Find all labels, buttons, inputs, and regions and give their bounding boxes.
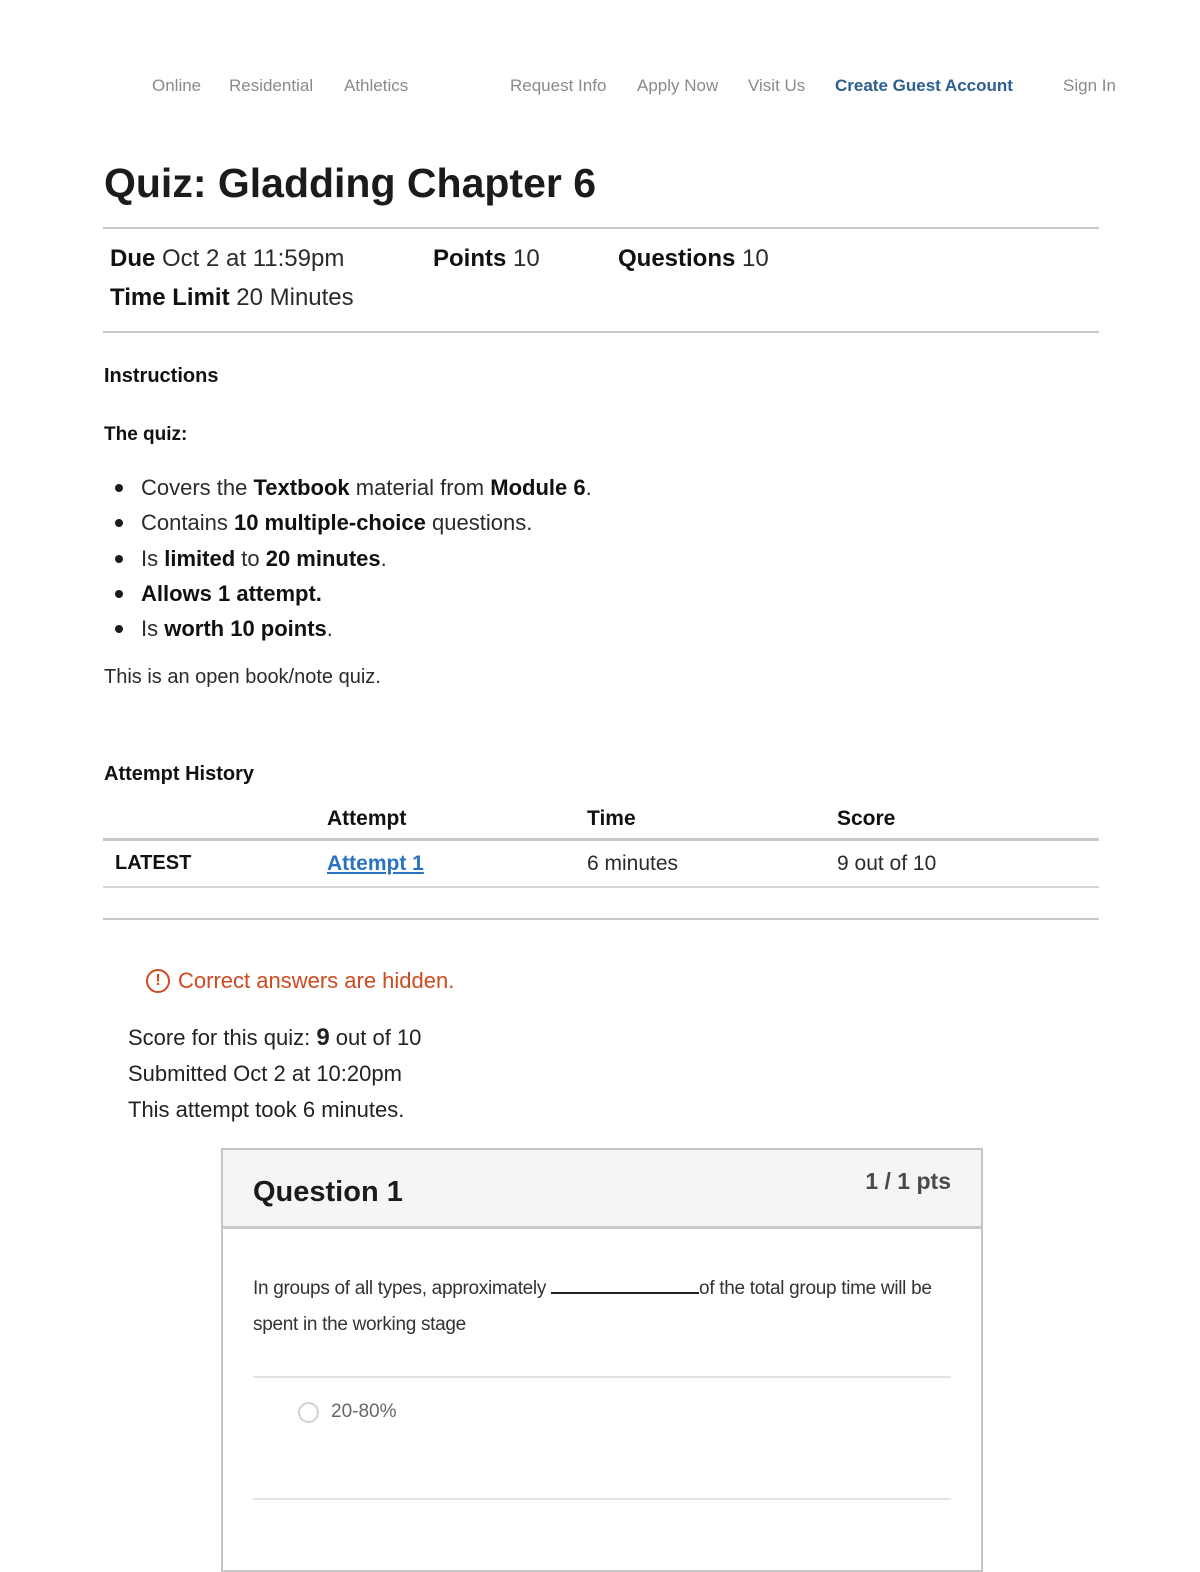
points-value: 10 xyxy=(513,245,540,272)
nav-link-residential[interactable]: Residential xyxy=(229,76,314,95)
due-label: Due xyxy=(110,245,156,272)
time-limit-value: 20 Minutes xyxy=(236,284,354,311)
nav-link-apply-now[interactable]: Apply Now xyxy=(637,76,719,95)
warning-text: Correct answers are hidden. xyxy=(178,968,455,993)
questions-label: Questions xyxy=(618,245,736,272)
instructions-heading: Instructions xyxy=(104,365,219,387)
latest-label: LATEST xyxy=(103,840,315,888)
instructions-list xyxy=(104,470,592,646)
column-header-blank xyxy=(103,800,315,840)
warning-icon: ! xyxy=(146,969,170,993)
score-cell: 9 out of 10 xyxy=(825,840,1099,888)
table-header-row xyxy=(103,800,1099,840)
table-row xyxy=(103,840,1099,888)
nav-link-visit-us[interactable]: Visit Us xyxy=(748,76,806,95)
due-date xyxy=(110,245,344,273)
questions-info xyxy=(618,245,769,273)
list-item: Contains 10 multiple-choice questions. xyxy=(104,505,592,540)
attempt-history-heading: Attempt History xyxy=(104,763,255,785)
nav-link-athletics[interactable]: Athletics xyxy=(344,76,409,95)
column-header-score: Score xyxy=(825,800,1099,840)
title-divider xyxy=(103,227,1099,229)
time-limit xyxy=(110,284,354,312)
answer-divider-bottom xyxy=(253,1498,951,1500)
top-navigation xyxy=(0,76,1200,102)
question-card xyxy=(221,1148,983,1572)
quiz-score: Score for this quiz: 9 out of 10 xyxy=(128,1024,422,1051)
meta-divider xyxy=(103,331,1099,333)
points-label: Points xyxy=(433,245,507,272)
answer-option[interactable] xyxy=(298,1401,397,1423)
column-header-time: Time xyxy=(575,800,825,840)
attempt-1-link[interactable]: Attempt 1 xyxy=(327,851,424,875)
fill-in-blank xyxy=(551,1274,699,1294)
points-info xyxy=(433,245,540,273)
nav-link-create-guest-account[interactable]: Create Guest Account xyxy=(835,76,1013,95)
list-item: Is worth 10 points. xyxy=(104,611,592,646)
nav-link-online[interactable]: Online xyxy=(152,76,202,95)
time-cell: 6 minutes xyxy=(575,840,825,888)
list-item: Allows 1 attempt. xyxy=(104,576,592,611)
due-value: Oct 2 at 11:59pm xyxy=(162,245,345,272)
score-value: 9 xyxy=(316,1024,330,1051)
time-limit-label: Time Limit xyxy=(110,284,230,311)
radio-button[interactable] xyxy=(298,1402,319,1423)
list-item: Is limited to 20 minutes. xyxy=(104,541,592,576)
answers-hidden-warning xyxy=(146,968,454,994)
attempt-duration: This attempt took 6 minutes. xyxy=(128,1097,405,1122)
nav-link-sign-in[interactable]: Sign In xyxy=(1063,76,1116,95)
answer-divider xyxy=(253,1376,951,1378)
questions-value: 10 xyxy=(742,245,769,272)
attempt-history-table xyxy=(103,800,1099,888)
open-book-note: This is an open book/note quiz. xyxy=(104,666,381,688)
list-item: Covers the Textbook material from Module 6. xyxy=(104,470,592,505)
submitted-time: Submitted Oct 2 at 10:20pm xyxy=(128,1061,402,1086)
answer-label: 20-80% xyxy=(331,1401,397,1422)
question-points: 1 / 1 pts xyxy=(865,1168,951,1194)
instructions-intro: The quiz: xyxy=(104,424,188,445)
page-title: Quiz: Gladding Chapter 6 xyxy=(104,160,597,206)
question-title: Question 1 xyxy=(253,1176,403,1208)
history-divider xyxy=(103,918,1099,920)
column-header-attempt: Attempt xyxy=(315,800,575,840)
question-text: In groups of all types, approximately of the total group time will be spent in the working stage xyxy=(253,1271,953,1343)
nav-link-request-info[interactable]: Request Info xyxy=(510,76,607,95)
question-header xyxy=(223,1150,981,1229)
attempt-cell xyxy=(315,840,575,888)
